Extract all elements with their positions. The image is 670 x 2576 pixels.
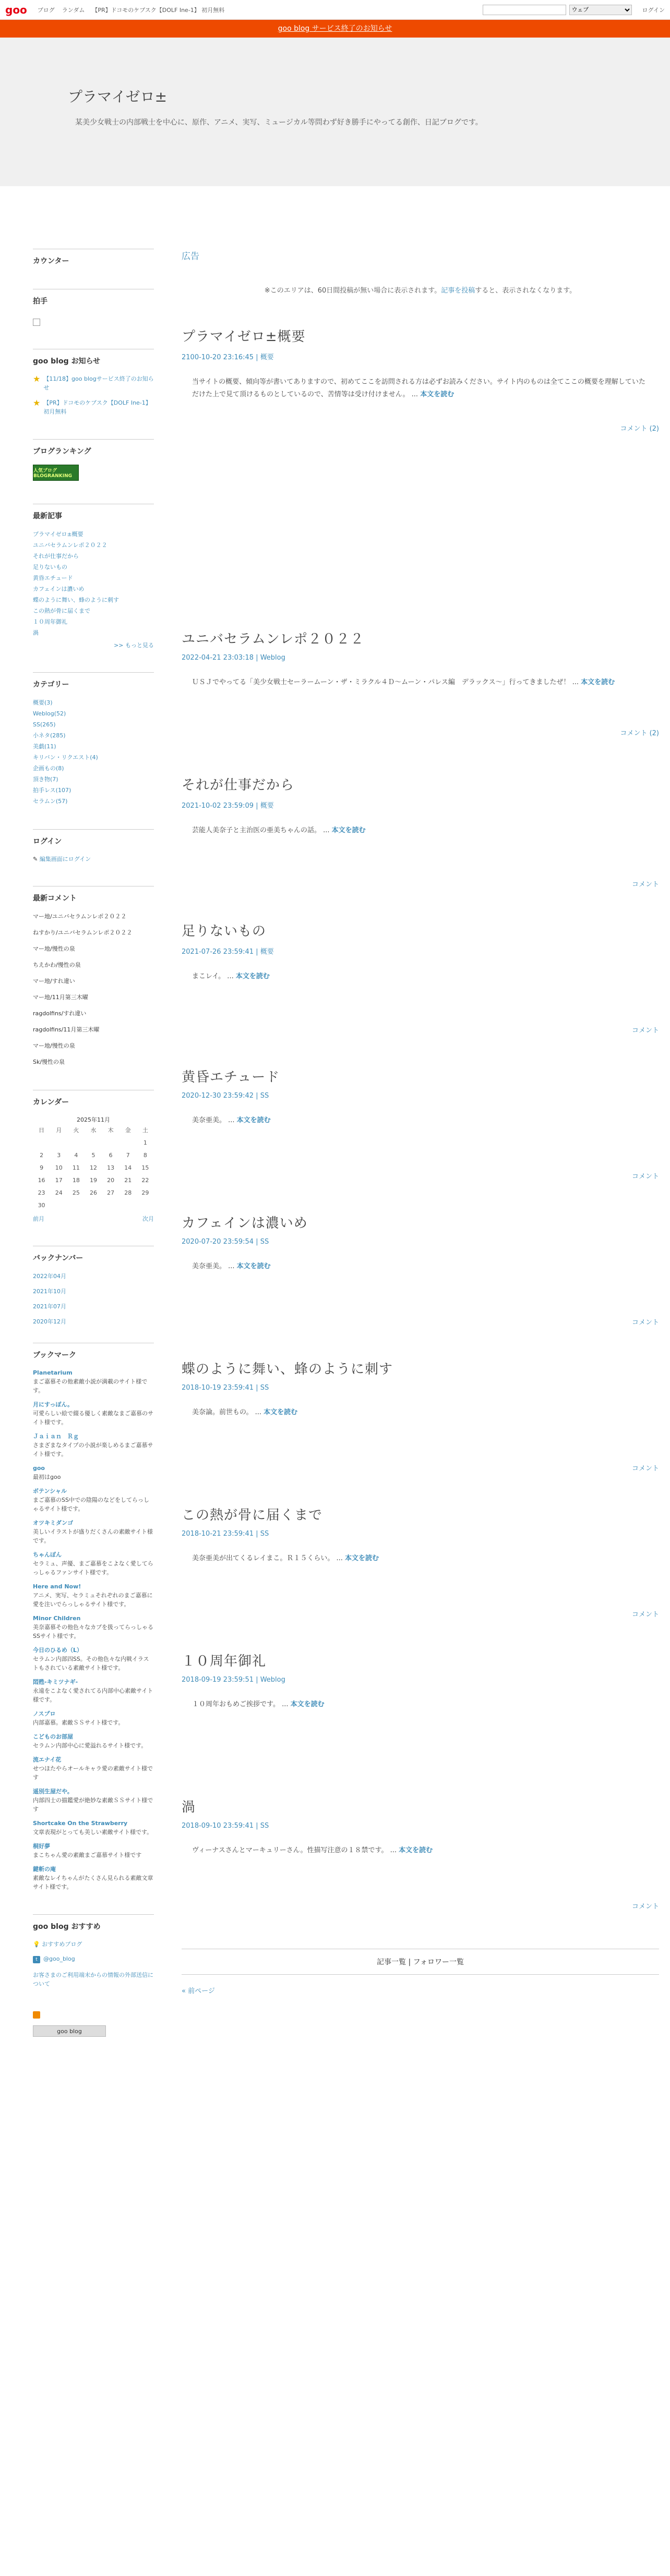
calendar-day: 26 [89,1189,97,1196]
blog-entry [182,1212,659,1358]
bookmark-item [33,1582,154,1609]
category-link[interactable]: SS(265) [33,721,56,728]
weekday-header: 日 [39,1127,45,1134]
calendar-day: 22 [141,1176,149,1184]
calendar-day: 28 [124,1189,132,1196]
calendar-widget [33,1090,154,1223]
goo-logo[interactable]: goo [5,3,27,16]
widget-title: カテゴリー [33,681,69,689]
bookmark-description: アニメ、実写、セラミュそれぞれのまご嘉慕に愛を注いでらっしゃるサイト様です。 [33,1592,153,1608]
notice-link[interactable]: 【11/18】goo blogサービス終了のお知らせ [43,375,154,391]
sidebar [33,249,154,2068]
calendar-day: 7 [126,1151,130,1159]
read-more-link[interactable]: 本文を読む [290,1700,325,1708]
entry-meta[interactable]: 2100-10-20 23:16:45 | 概要 [182,354,274,361]
bookmark-description: せつほたやらオールキャラ愛の素敵サイト様です [33,1765,153,1781]
bookmark-link[interactable]: ボテンシャル [33,1488,67,1494]
calendar-day [67,1136,85,1149]
top-nav-item[interactable]: ランダム [62,6,85,14]
external-info-link[interactable]: お客さまのご利用端末からの情報の外部送信について [33,1972,153,1987]
entry-title[interactable]: ユニバセラムンレポ２０２２ [182,631,365,647]
entry-title[interactable]: プラマイゼロ±概要 [182,329,306,345]
counter-widget [33,249,154,266]
calendar-day [67,1199,85,1211]
bookmark-item [33,1678,154,1704]
entry-meta[interactable]: 2018-09-19 23:59:51 | Weblog [182,1676,285,1684]
calendar-day: 19 [89,1176,97,1184]
category-link[interactable]: 小ネタ(285) [33,732,66,739]
weekday-header: 月 [56,1127,62,1134]
calendar-day [137,1199,154,1211]
list-item [33,398,154,416]
comment-link[interactable]: ねすかり/ユニバセラムンレポ２０２２ [33,929,133,936]
bookmark-description: セラムン内部中心に愛溢れるサイト様です。 [33,1742,147,1749]
read-more-link[interactable]: 本文を読む [236,1116,271,1124]
top-search [483,5,665,15]
recent-link[interactable]: この熱が骨に届くまで [33,607,90,614]
comment-count-link[interactable]: コメント (2) [620,425,659,433]
bookmark-item [33,1550,154,1577]
login-link[interactable]: ログイン [642,6,665,14]
bookmark-description: 永遠をこよなく愛されてる内部中心素敵サイト様です。 [33,1687,153,1703]
bookmark-item [33,1755,154,1782]
comment-link[interactable]: マー地/ユニバセラムンレポ２０２２ [33,913,127,920]
category-link[interactable]: 企画もの(8) [33,765,64,772]
entry-title[interactable]: １０周年御礼 [182,1654,267,1669]
blog-entry [182,1358,659,1504]
ranking-widget [33,439,154,481]
widget-title: goo blog おすすめ [33,1923,101,1931]
comment-link[interactable]: マー地/慢性の泉 [33,1042,75,1049]
comment-count-link[interactable]: コメント (2) [620,730,659,737]
recent-link[interactable]: 黄昏エチュード [33,575,73,581]
ranking-banner[interactable]: 人気ブログ BLOGRANKING [33,465,79,481]
bookmark-link[interactable]: goo [33,1465,45,1472]
weekday-header: 金 [125,1127,131,1134]
calendar-day: 20 [107,1176,115,1184]
widget-title: ブックマーク [33,1351,77,1359]
read-more-link[interactable]: 本文を読む [581,678,615,686]
comment-link[interactable]: マー地/すれ違い [33,978,75,985]
category-link[interactable]: キリバン・リクエスト(4) [33,754,98,761]
bookmark-widget [33,1343,154,1891]
comment-link[interactable]: Sk/慢性の泉 [33,1059,65,1065]
top-nav-item[interactable]: ブログ [37,6,55,14]
hakushu-image-icon[interactable] [33,319,40,326]
bookmark-item [33,1709,154,1727]
recent-link[interactable]: 足りないもの [33,564,67,570]
read-more-link[interactable]: 本文を読む [420,391,454,398]
bookmark-link[interactable]: 流エナイ花 [33,1756,62,1763]
bookmark-link[interactable]: 悶甦-キミツナギ- [33,1679,78,1685]
ad-note: ※このエリアは、60日間投稿が無い場合に表示されます。記事を投稿すると、表示されなくなります。 [264,287,577,295]
entry-title[interactable]: 渦 [182,1800,196,1815]
calendar-day: 11 [72,1164,80,1171]
recommend-link[interactable]: おすすめブログ [42,1941,82,1948]
blog-entry [182,628,659,774]
bookmark-item [33,1432,154,1459]
category-link[interactable]: 美戯(11) [33,743,56,750]
bookmark-link[interactable]: Shortcake On the Strawberry [33,1820,128,1827]
ad-label: 広告 [182,251,199,262]
entry-meta[interactable]: 2022-04-21 23:03:18 | Weblog [182,654,285,662]
entry-excerpt: ＵＳＪでやってる「美少女戦士セーラームーン・ザ・ミラクル４Ｄ〜ムーン・パレス編 デラックス〜」行ってきましたぜ！ ... 本文を読む [192,678,615,686]
widget-title: カウンター [33,257,69,265]
entry-meta[interactable]: 2021-07-26 23:59:41 | 概要 [182,948,274,956]
list-item [33,374,154,392]
prev-page-link[interactable]: « 前ページ [182,1987,215,1995]
entry-excerpt: 美奈亜美。 ... 本文を読む [192,1262,271,1270]
bookmark-link[interactable]: 鍵斬の庵 [33,1866,56,1873]
widget-title: ログイン [33,837,62,846]
edit-login-link[interactable]: 編集画面にログイン [39,856,91,862]
recent-widget [33,504,154,649]
bookmark-link[interactable]: Minor Children [33,1615,81,1622]
twitter-link[interactable]: @goo_blog [43,1955,75,1962]
bookmark-item [33,1518,154,1545]
recent-link[interactable]: プラマイゼロ±概要 [33,531,83,538]
blog-entry [182,1504,659,1650]
bookmark-link[interactable]: こどものお部屋 [33,1733,73,1740]
calendar-day: 29 [141,1189,149,1196]
top-nav [38,6,225,14]
category-widget [33,672,154,806]
pencil-icon: ✎ [33,856,38,862]
entry-title[interactable]: 足りないもの [182,924,267,939]
calendar-day: 15 [141,1164,149,1171]
calendar-day: 25 [72,1189,80,1196]
blog-entry [182,1650,659,1796]
recent-link[interactable]: ユニバセラムンレポ２０２２ [33,542,107,549]
comment-link[interactable]: マー地/慢性の泉 [33,945,75,952]
bookmark-link[interactable]: 遥別生屋だや。 [33,1788,73,1795]
bookmark-item [33,1787,154,1814]
entry-meta[interactable]: 2020-07-20 23:59:54 | SS [182,1238,269,1246]
comment-link[interactable]: ragdolfins/すれ違い [33,1010,87,1017]
blog-title[interactable]: プラマイゼロ± [68,88,168,105]
blog-description: 某美少女戦士の内部戦士を中心に、原作、アニメ、実写、ミュージカル等問わず好き勝手にやってる創作、日記ブログです。 [75,118,483,127]
read-more-link[interactable]: 本文を読む [331,827,366,834]
calendar-prev-link[interactable]: 前月 [33,1216,44,1222]
bookmark-item [33,1614,154,1641]
comments-widget [33,886,154,1067]
calendar-table [33,1124,154,1211]
calendar-day: 17 [55,1176,63,1184]
more-link[interactable]: >> もっと見る [114,642,154,649]
calendar-day: 3 [57,1151,61,1159]
comment-link[interactable]: ちえかわ/慢性の泉 [33,962,81,968]
entry-title[interactable]: 黄昏エチュード [182,1070,280,1085]
category-link[interactable]: 拍手レス(107) [33,787,71,794]
bookmark-description: 文章表現がとっても美しい素敵サイト様です。 [33,1829,153,1836]
comment-link[interactable]: ragdolfins/11月第三木曜 [33,1026,100,1033]
blog-header [0,38,670,186]
read-more-link[interactable]: 本文を読む [264,1408,298,1416]
entry-excerpt: まこレイ。 ... 本文を読む [192,973,270,980]
calendar-day [85,1199,102,1211]
calendar-day: 30 [38,1201,45,1209]
calendar-day: 24 [55,1189,63,1196]
bookmark-description: まご嘉慕その他素敵小説が満載のサイト様です。 [33,1378,148,1394]
bookmark-item [33,1819,154,1837]
calendar-day: 2 [40,1151,44,1159]
category-link[interactable]: 概要(3) [33,699,53,706]
calendar-day [50,1136,67,1149]
bookmark-item [33,1487,154,1513]
calendar-day: 14 [124,1164,132,1171]
calendar-day: 23 [38,1189,45,1196]
main-content [182,249,659,2068]
calendar-day [102,1199,119,1211]
service-end-link[interactable]: goo blog サービス終了のお知らせ [278,25,392,33]
bookmark-item [33,1865,154,1891]
bookmark-item [33,1842,154,1860]
search-scope-select[interactable] [569,5,632,15]
widget-title: 拍手 [33,297,47,306]
post-article-link[interactable]: 記事を投稿 [441,287,475,295]
entry-excerpt: 当サイトの概要、傾向等が書いてありますので、初めてここを訪問される方は必ずお読みください。サイト内のものは全てここの概要を理解していただけた上で見て頂けるものとしているので、苦情等は受け付けません。 ... 本文を読む [192,378,645,398]
bookmark-link[interactable]: 今日のひるめ（L） [33,1647,83,1654]
calendar-day: 4 [74,1151,78,1159]
pager[interactable]: 記事一覧 | フォロワー一覧 [182,1949,659,1975]
blog-entry [182,1066,659,1212]
top-bar [0,0,670,20]
star-icon: ★ [33,398,41,408]
recommend-widget [33,1914,154,1988]
comment-link[interactable]: マー地/11月第三木曜 [33,994,88,1001]
bookmark-description: 内部四士の描鑑愛が絶妙な素敵ＳＳサイト様です [33,1797,153,1813]
read-more-link[interactable]: 本文を読む [345,1554,379,1562]
twitter-icon: t [33,1956,40,1963]
login-widget [33,829,154,863]
recent-link[interactable]: カフェインは濃いめ [33,586,85,592]
rss-icon[interactable] [33,2011,40,2019]
bookmark-link[interactable]: Planetarium [33,1369,73,1376]
goo-notice-widget [33,349,154,416]
weekday-header: 水 [90,1127,97,1134]
bookmark-description: 内部嘉慕。素敵ＳＳサイト様です。 [33,1719,124,1726]
bookmark-item [33,1732,154,1750]
search-input[interactable] [483,5,566,15]
entry-excerpt: ヴィーナスさんとマーキュリーさん。性描写注意の１８禁です。 ... 本文を読む [192,1846,433,1854]
bookmark-description: 可愛らしい絵で綴る優しく素敵なまご嘉慕のサイト様です。 [33,1410,153,1426]
bulb-icon: 💡 [33,1941,40,1948]
widget-title: goo blog お知らせ [33,357,101,366]
blog-entry [182,774,659,920]
comment-count-link[interactable]: コメント [631,1319,659,1327]
calendar-next-link[interactable]: 次月 [142,1216,154,1222]
weekday-header: 木 [107,1127,114,1134]
bookmark-link[interactable]: ノスプロ [33,1710,56,1717]
recent-link[interactable]: 渦 [33,629,39,636]
calendar-day [85,1136,102,1149]
bookmark-item [33,1368,154,1395]
widget-title: ブログランキング [33,447,91,456]
bookmark-description: 最初はgoo [33,1474,61,1480]
bookmark-description: まご嘉慕のSS中での陰陽のなどをしてらっしゃるサイト様です。 [33,1497,149,1512]
bookmark-item [33,1646,154,1672]
entry-title[interactable]: 蝶のように舞い、蜂のように刺す [182,1362,393,1377]
bookmark-description: さまざまなタイプの小説が楽しめるまご嘉慕サイト様です。 [33,1442,153,1457]
bookmark-description: 美奈嘉慕その他色々なカプを扱ってらっしゃるSSサイト様です。 [33,1624,153,1639]
entry-title[interactable]: カフェインは濃いめ [182,1216,308,1231]
calendar-day [119,1136,137,1149]
comment-count-link[interactable]: コメント [631,1903,659,1911]
blog-entry [182,920,659,1066]
entry-excerpt: 美奈亜美が出てくるレイまこ。Ｒ１５くらい。 ... 本文を読む [192,1554,379,1562]
entry-meta[interactable]: 2020-12-30 23:59:42 | SS [182,1092,269,1100]
read-more-link[interactable]: 本文を読む [399,1846,433,1854]
hakushu-widget [33,289,154,326]
goo-blog-button[interactable]: goo blog [33,2025,106,2037]
comment-count-link[interactable]: コメント [631,881,659,889]
entry-meta[interactable]: 2021-10-02 23:59:09 | 概要 [182,802,274,810]
bookmark-link[interactable]: オツキミダンゴ [33,1520,74,1526]
bookmark-description: セラミュ、声優、まご嘉慕をこよなく愛してらっしゃるファンサイト様です。 [33,1560,153,1576]
entry-title[interactable]: この熱が骨に届くまで [182,1508,323,1523]
weekday-header: 土 [142,1127,148,1134]
widget-title: バックナンバー [33,1254,83,1262]
read-more-link[interactable]: 本文を読む [235,973,270,980]
calendar-day: 16 [38,1176,45,1184]
bookmark-link[interactable]: 桐好夢 [33,1843,50,1850]
calendar-day [33,1136,50,1149]
star-icon: ★ [33,374,41,384]
entry-meta[interactable]: 2018-09-10 23:59:41 | SS [182,1822,269,1830]
weekday-header: 火 [73,1127,79,1134]
calendar-day: 1 [143,1139,147,1146]
entry-meta[interactable]: 2018-10-19 23:59:41 | SS [182,1384,269,1392]
widget-title: カレンダー [33,1098,69,1107]
bookmark-item [33,1464,154,1481]
calendar-day: 9 [40,1164,44,1171]
category-link[interactable]: Weblog(52) [33,710,66,717]
comment-count-link[interactable]: コメント [631,1611,659,1619]
backnumber-widget [33,1246,154,1325]
recent-link[interactable]: 蝶のように舞い、蜂のように刺す [33,597,119,603]
widget-title: 最新コメント [33,894,77,903]
notice-link[interactable]: 【PR】ドコモのケブスク【DOLF Ine-1】初月無料 [43,399,151,415]
calendar-day: 18 [72,1176,80,1184]
calendar-day: 8 [143,1151,147,1159]
bookmark-description: 美しいイラストが盛りだくさんの素敵サイト様です。 [33,1528,153,1544]
bookmark-link[interactable]: Ｊａｉａｎ Ｒｇ [33,1433,79,1440]
calendar-day: 6 [109,1151,113,1159]
service-end-banner [0,20,670,38]
read-more-link[interactable]: 本文を読む [236,1262,271,1270]
bookmark-description: 素敵なレイちゃんがたくさん見られる素敵文章サイト様です。 [33,1875,153,1890]
backnumber-link[interactable]: 2022年04月 [33,1273,66,1280]
blog-entry [182,326,659,628]
category-link[interactable]: セラムン(57) [33,798,68,805]
entry-excerpt: 美奈亜美。 ... 本文を読む [192,1116,271,1124]
bookmark-description: セラムン内部四SS。その他色々な内戦イラストもされている素敵サイト様です。 [33,1656,149,1671]
top-nav-item[interactable]: 【PR】ドコモのケブスク【DOLF Ine-1】 初月無料 [92,6,225,14]
blog-entry [182,1796,659,1942]
calendar-day [102,1136,119,1149]
calendar-day: 12 [89,1164,97,1171]
backnumber-link[interactable]: 2021年10月 [33,1288,66,1295]
category-link[interactable]: 頂き物(7) [33,776,58,783]
backnumber-link[interactable]: 2020年12月 [33,1318,66,1325]
calendar-month: 2025年11月 [77,1116,110,1123]
entry-excerpt: 芸能人美奈子と主治医の亜美ちゃんの話。 ... 本文を読む [192,827,366,834]
calendar-day: 5 [91,1151,95,1159]
bookmark-link[interactable]: ちゃんぽん [33,1551,62,1558]
entry-excerpt: 美奈論。前世もの。 ... 本文を読む [192,1408,298,1416]
bookmark-description: まこちゃん愛の素敵まご嘉慕サイト様です [33,1852,142,1858]
calendar-day [50,1199,67,1211]
bookmark-item [33,1400,154,1427]
recent-link[interactable]: それが仕事だから [33,553,79,560]
calendar-day: 10 [55,1164,63,1171]
calendar-day: 13 [107,1164,115,1171]
comment-count-link[interactable]: コメント [631,1465,659,1473]
comment-count-link[interactable]: コメント [631,1027,659,1035]
comment-count-link[interactable]: コメント [631,1173,659,1181]
bookmark-link[interactable]: Here and Now! [33,1583,81,1590]
calendar-day: 21 [124,1176,132,1184]
widget-title: 最新記事 [33,512,62,520]
entry-meta[interactable]: 2018-10-21 23:59:41 | SS [182,1530,269,1538]
entry-excerpt: １０周年おもめご挨拶です。 ... 本文を読む [192,1700,325,1708]
entry-title[interactable]: それが仕事だから [182,777,295,793]
calendar-day: 27 [107,1189,115,1196]
backnumber-link[interactable]: 2021年07月 [33,1303,66,1310]
recent-link[interactable]: １０周年御礼 [33,618,67,625]
calendar-day [119,1199,137,1211]
bookmark-link[interactable]: 月にすっぽん。 [33,1401,73,1408]
